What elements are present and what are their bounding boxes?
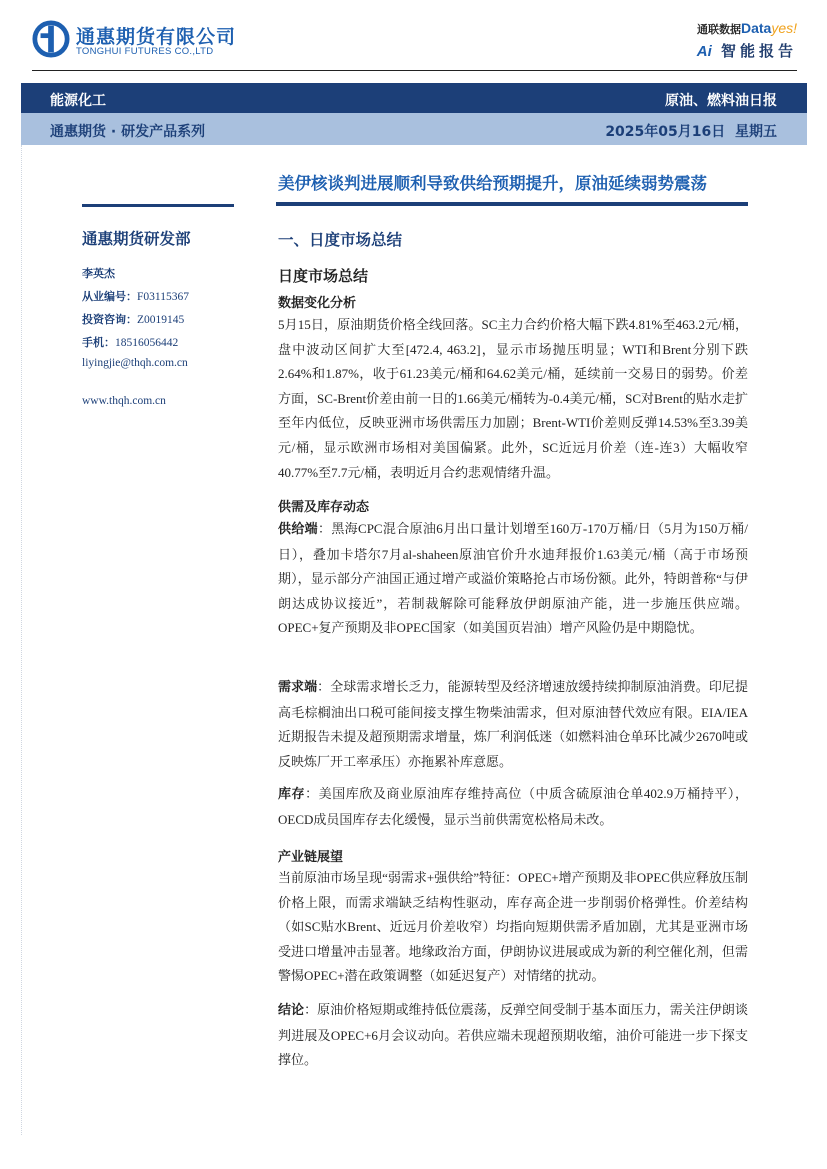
data-analysis-paragraph: 5月15日，原油期货价格全线回落。SC主力合约价格大幅下跌4.81%至463.2元/桶，盘中波动区间扩大至[472.4, 463.2]，显示市场抛压明显；WTI和Brent分别下跌2.64%和1.87%，收于61.23美元/桶和64.62美元/桶，延续前一交易日的弱势。价差方面，SC-Brent价差由前一日的1.66美元/桶转为-0.4美元/桶，SC对Brent的贴水走扩至年内低位，反映亚洲市场供需压力加剧；Brent-WTI价差则反弹14.53%至3.39美元/桶，显示欧洲市场相对美国偏紧。此外，SC近远月价差（连-连3）大幅收窄40.77%至7.7元/桶，表明近月合约悲观情绪升温。 (278, 317, 748, 480)
conclusion-paragraph: 结论：原油价格短期或维持低位震荡，反弹空间受制于基本面压力，需关注伊朗谈判进展及OPEC+6月会议动向。若供应端未现超预期收缩，油价可能进一步下探支撑位。 (278, 1002, 748, 1068)
report-title: 美伊核谈判进展顺利导致供给预期提升，原油延续弱势震荡 (278, 174, 707, 193)
analyst-name: 李英杰 (82, 267, 115, 280)
supply-paragraph: 供给端：黑海CPC混合原油6月出口量计划增至160万-170万桶/日（5月为150万桶/日），叠加卡塔尔7月al-shaheen原油官价升水迪拜报价1.63美元/桶（高于市场预期），显示部分产油国正通过增产或溢价策略抢占市场份额。此外，特朗普称“与伊朗达成协议接近”，若制裁解除可能释放伊朗原油产能，进一步施压供应端。OPEC+复产预期及非OPEC国家（如美国页岩油）增产风险仍是中期隐忧。 (278, 521, 748, 636)
industry-outlook-heading: 产业链展望 (278, 850, 344, 865)
datayes-cn: 通联数据 (696, 23, 741, 36)
section-heading: 一、日度市场总结 (278, 231, 403, 249)
ai-report-label (697, 40, 797, 61)
header-rule (32, 70, 797, 71)
title-rule (276, 202, 748, 206)
sector-label: 能源化工 (50, 93, 106, 109)
subsection-heading: 日度市场总结 (278, 267, 369, 285)
email-link[interactable]: liyingjie@thqh.com.cn (82, 357, 188, 369)
series-label: 通惠期货 · 研发产品系列 (50, 124, 206, 140)
company-name-en: TONGHUI FUTURES CO.,LTD (76, 46, 214, 57)
ai-mark: Ai (696, 43, 712, 60)
department-name: 通惠期货研发部 (82, 230, 191, 248)
sidebar-rule (82, 204, 234, 207)
datayes-logo (697, 20, 797, 37)
demand-paragraph: 需求端：全球需求增长乏力，能源转型及经济增速放缓持续抑制原油消费。印尼提高毛棕榈油出口税可能间接支撑生物柴油需求，但对原油替代效应有限。EIA/IEA近期报告未提及超预期需求增量，炼厂利润低迷（如燃料油仓单环比减少2670吨或反映炼厂开工率承压）亦拖累补库意愿。 (278, 679, 748, 769)
inventory-paragraph: 库存：美国库欣及商业原油库存维持高位（中质含硫原油仓单402.9万桶持平），OECD成员国库存去化缓慢，显示当前供需宽松格局未改。 (278, 786, 748, 827)
report-type-label: 原油、燃料油日报 (665, 93, 777, 109)
company-name-cn: 通惠期货有限公司 (76, 26, 237, 48)
phone-number: 手机：18516056442 (82, 336, 179, 349)
consult-number: 投资咨询：Z0019145 (82, 313, 185, 326)
report-date: 2025年05月16日 星期五 (605, 124, 777, 140)
data-analysis-heading: 数据变化分析 (278, 296, 357, 311)
datayes-data: Data (740, 20, 772, 36)
industry-outlook-paragraph: 当前原油市场呈现“弱需求+强供给”特征：OPEC+增产预期及非OPEC供应释放压制价格上限，而需求端缺乏结构性驱动，库存高企进一步削弱价格弹性。价差结构（如SC贴水Brent、近远月价差收窄）均指向短期供需矛盾加剧，尤其是亚洲市场受进口增量冲击显著。地缘政治方面，伊朗协议进展或成为新的利空催化剂，但需警惕OPEC+潜在政策调整（如延迟复产）对情绪的扰动。 (278, 870, 748, 984)
page-margin-dots (21, 145, 23, 1135)
company-logo-icon (32, 20, 70, 58)
datayes-yes: yes! (771, 20, 797, 36)
website-link[interactable]: www.thqh.com.cn (82, 395, 166, 407)
supply-demand-heading: 供需及库存动态 (278, 500, 370, 515)
license-number: 从业编号：F03115367 (82, 290, 189, 303)
ai-report-text: 智能报告 (720, 42, 797, 60)
